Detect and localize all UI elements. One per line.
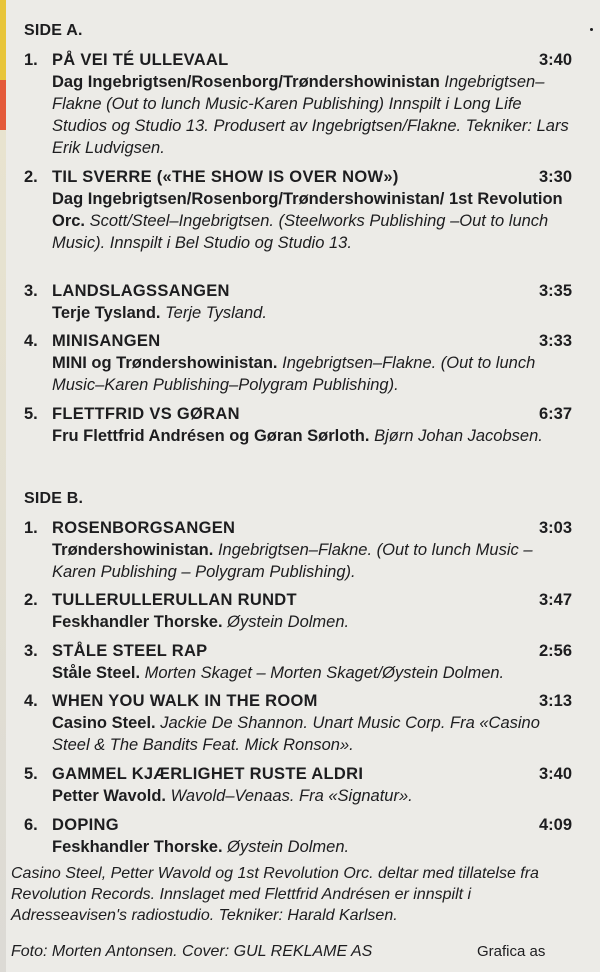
- track-number: 5.: [24, 765, 38, 783]
- track-credits: Bjørn Johan Jacobsen.: [374, 427, 543, 445]
- track-item: [24, 517, 572, 583]
- track-item: [24, 330, 572, 396]
- track-item: [24, 690, 572, 756]
- track-item: [24, 763, 572, 807]
- track-artist: Dag Ingebrigtsen/Rosenborg/Trøndershowinistan: [52, 73, 440, 91]
- track-number: 1.: [24, 51, 38, 69]
- track-number: 3.: [24, 282, 38, 300]
- track-title: GAMMEL KJÆRLIGHET RUSTE ALDRI: [52, 765, 364, 783]
- track-artist: Petter Wavold.: [52, 787, 166, 805]
- track-artist: Feskhandler Thorske.: [52, 838, 223, 856]
- track-credits: Morten Skaget – Morten Skaget/Øystein Dolmen.: [144, 664, 505, 682]
- track-title: ROSENBORGSANGEN: [52, 519, 236, 537]
- track-credits: Scott/Steel–Ingebrigtsen. (Steelworks Publishing –Out to lunch Music). Innspilt i Bel Studio og Studio 13.: [52, 212, 549, 252]
- track-duration: 3:47: [538, 591, 572, 609]
- track-title: PÅ VEI TÉ ULLEVAAL: [52, 51, 229, 69]
- track-item: [24, 280, 572, 324]
- track-duration: 3:30: [538, 168, 572, 186]
- track-credits: Øystein Dolmen.: [227, 613, 350, 631]
- track-duration: 3:40: [538, 51, 572, 69]
- track-credits: Ingebrigtsen–Flakne (Out to lunch Music-Karen Publishing) Innspilt i Long Life Studios og Studio 13. Produsert av Ingebrigtsen/Flakne. Tekniker: Lars Erik Ludvigsen.: [52, 73, 569, 157]
- track-artist: Trøndershowinistan.: [52, 541, 214, 559]
- track-item: [24, 49, 572, 159]
- track-artist: MINI og Trøndershowinistan.: [52, 354, 278, 372]
- track-item: [24, 166, 572, 254]
- track-artist: Feskhandler Thorske.: [52, 613, 223, 631]
- track-title: MINISANGEN: [52, 332, 161, 350]
- track-credits: Jackie De Shannon. Unart Music Corp. Fra «Casino Steel & The Bandits Feat. Mick Ronson».: [52, 714, 540, 754]
- track-title: LANDSLAGSSANGEN: [52, 282, 230, 300]
- track-item: [24, 589, 572, 633]
- track-duration: 2:56: [538, 642, 572, 660]
- track-duration: 3:40: [538, 765, 572, 783]
- track-duration: 4:09: [538, 816, 572, 834]
- track-title: TULLERULLERULLAN RUNDT: [52, 591, 297, 609]
- side-a-heading: SIDE A.: [24, 22, 83, 39]
- track-title: FLETTFRID VS GØRAN: [52, 405, 240, 423]
- track-artist: Fru Flettfrid Andrésen og Gøran Sørloth.: [52, 427, 370, 445]
- track-title: WHEN YOU WALK IN THE ROOM: [52, 692, 318, 710]
- photo-cover-credits: Foto: Morten Antonsen. Cover: GUL REKLAME AS: [11, 943, 373, 960]
- track-number: 2.: [24, 168, 38, 186]
- track-credits: Ingebrigtsen–Flakne. (Out to lunch Music–Karen Publishing–Polygram Publishing).: [52, 354, 536, 394]
- track-credits: Wavold–Venaas. Fra «Signatur».: [170, 787, 413, 805]
- track-number: 1.: [24, 519, 38, 537]
- track-item: [24, 640, 572, 684]
- track-credits: Øystein Dolmen.: [227, 838, 350, 856]
- track-credits: Terje Tysland.: [165, 304, 267, 322]
- side-b-heading: SIDE B.: [24, 490, 84, 507]
- track-duration: 3:35: [538, 282, 572, 300]
- track-number: 6.: [24, 816, 38, 834]
- track-duration: 3:33: [538, 332, 572, 350]
- track-number: 5.: [24, 405, 38, 423]
- track-duration: 6:37: [538, 405, 572, 423]
- printer-credit: Grafica as: [477, 943, 546, 960]
- track-title: STÅLE STEEL RAP: [52, 642, 208, 660]
- track-credits: Ingebrigtsen–Flakne. (Out to lunch Music – Karen Publishing – Polygram Publishing).: [52, 541, 533, 581]
- track-number: 4.: [24, 332, 38, 350]
- track-artist: Casino Steel.: [52, 714, 156, 732]
- track-item: [24, 403, 572, 447]
- track-item: [24, 814, 572, 858]
- track-number: 3.: [24, 642, 38, 660]
- track-artist: Dag Ingebrigtsen/Rosenborg/Trøndershowinistan/ 1st Revolution Orc.: [52, 190, 563, 230]
- track-duration: 3:03: [538, 519, 572, 537]
- track-number: 2.: [24, 591, 38, 609]
- track-duration: 3:13: [538, 692, 572, 710]
- track-artist: Ståle Steel.: [52, 664, 141, 682]
- track-number: 4.: [24, 692, 38, 710]
- track-title: TIL SVERRE («THE SHOW IS OVER NOW»): [52, 168, 399, 186]
- track-title: DOPING: [52, 816, 119, 834]
- footer-note: Casino Steel, Petter Wavold og 1st Revolution Orc. deltar med tillatelse fra Revolution Records. Innslaget med Flettfrid Andrésen er innspilt i Adresseavisen's radiostudio. Tekniker: Harald Karlsen.: [11, 865, 539, 924]
- track-artist: Terje Tysland.: [52, 304, 161, 322]
